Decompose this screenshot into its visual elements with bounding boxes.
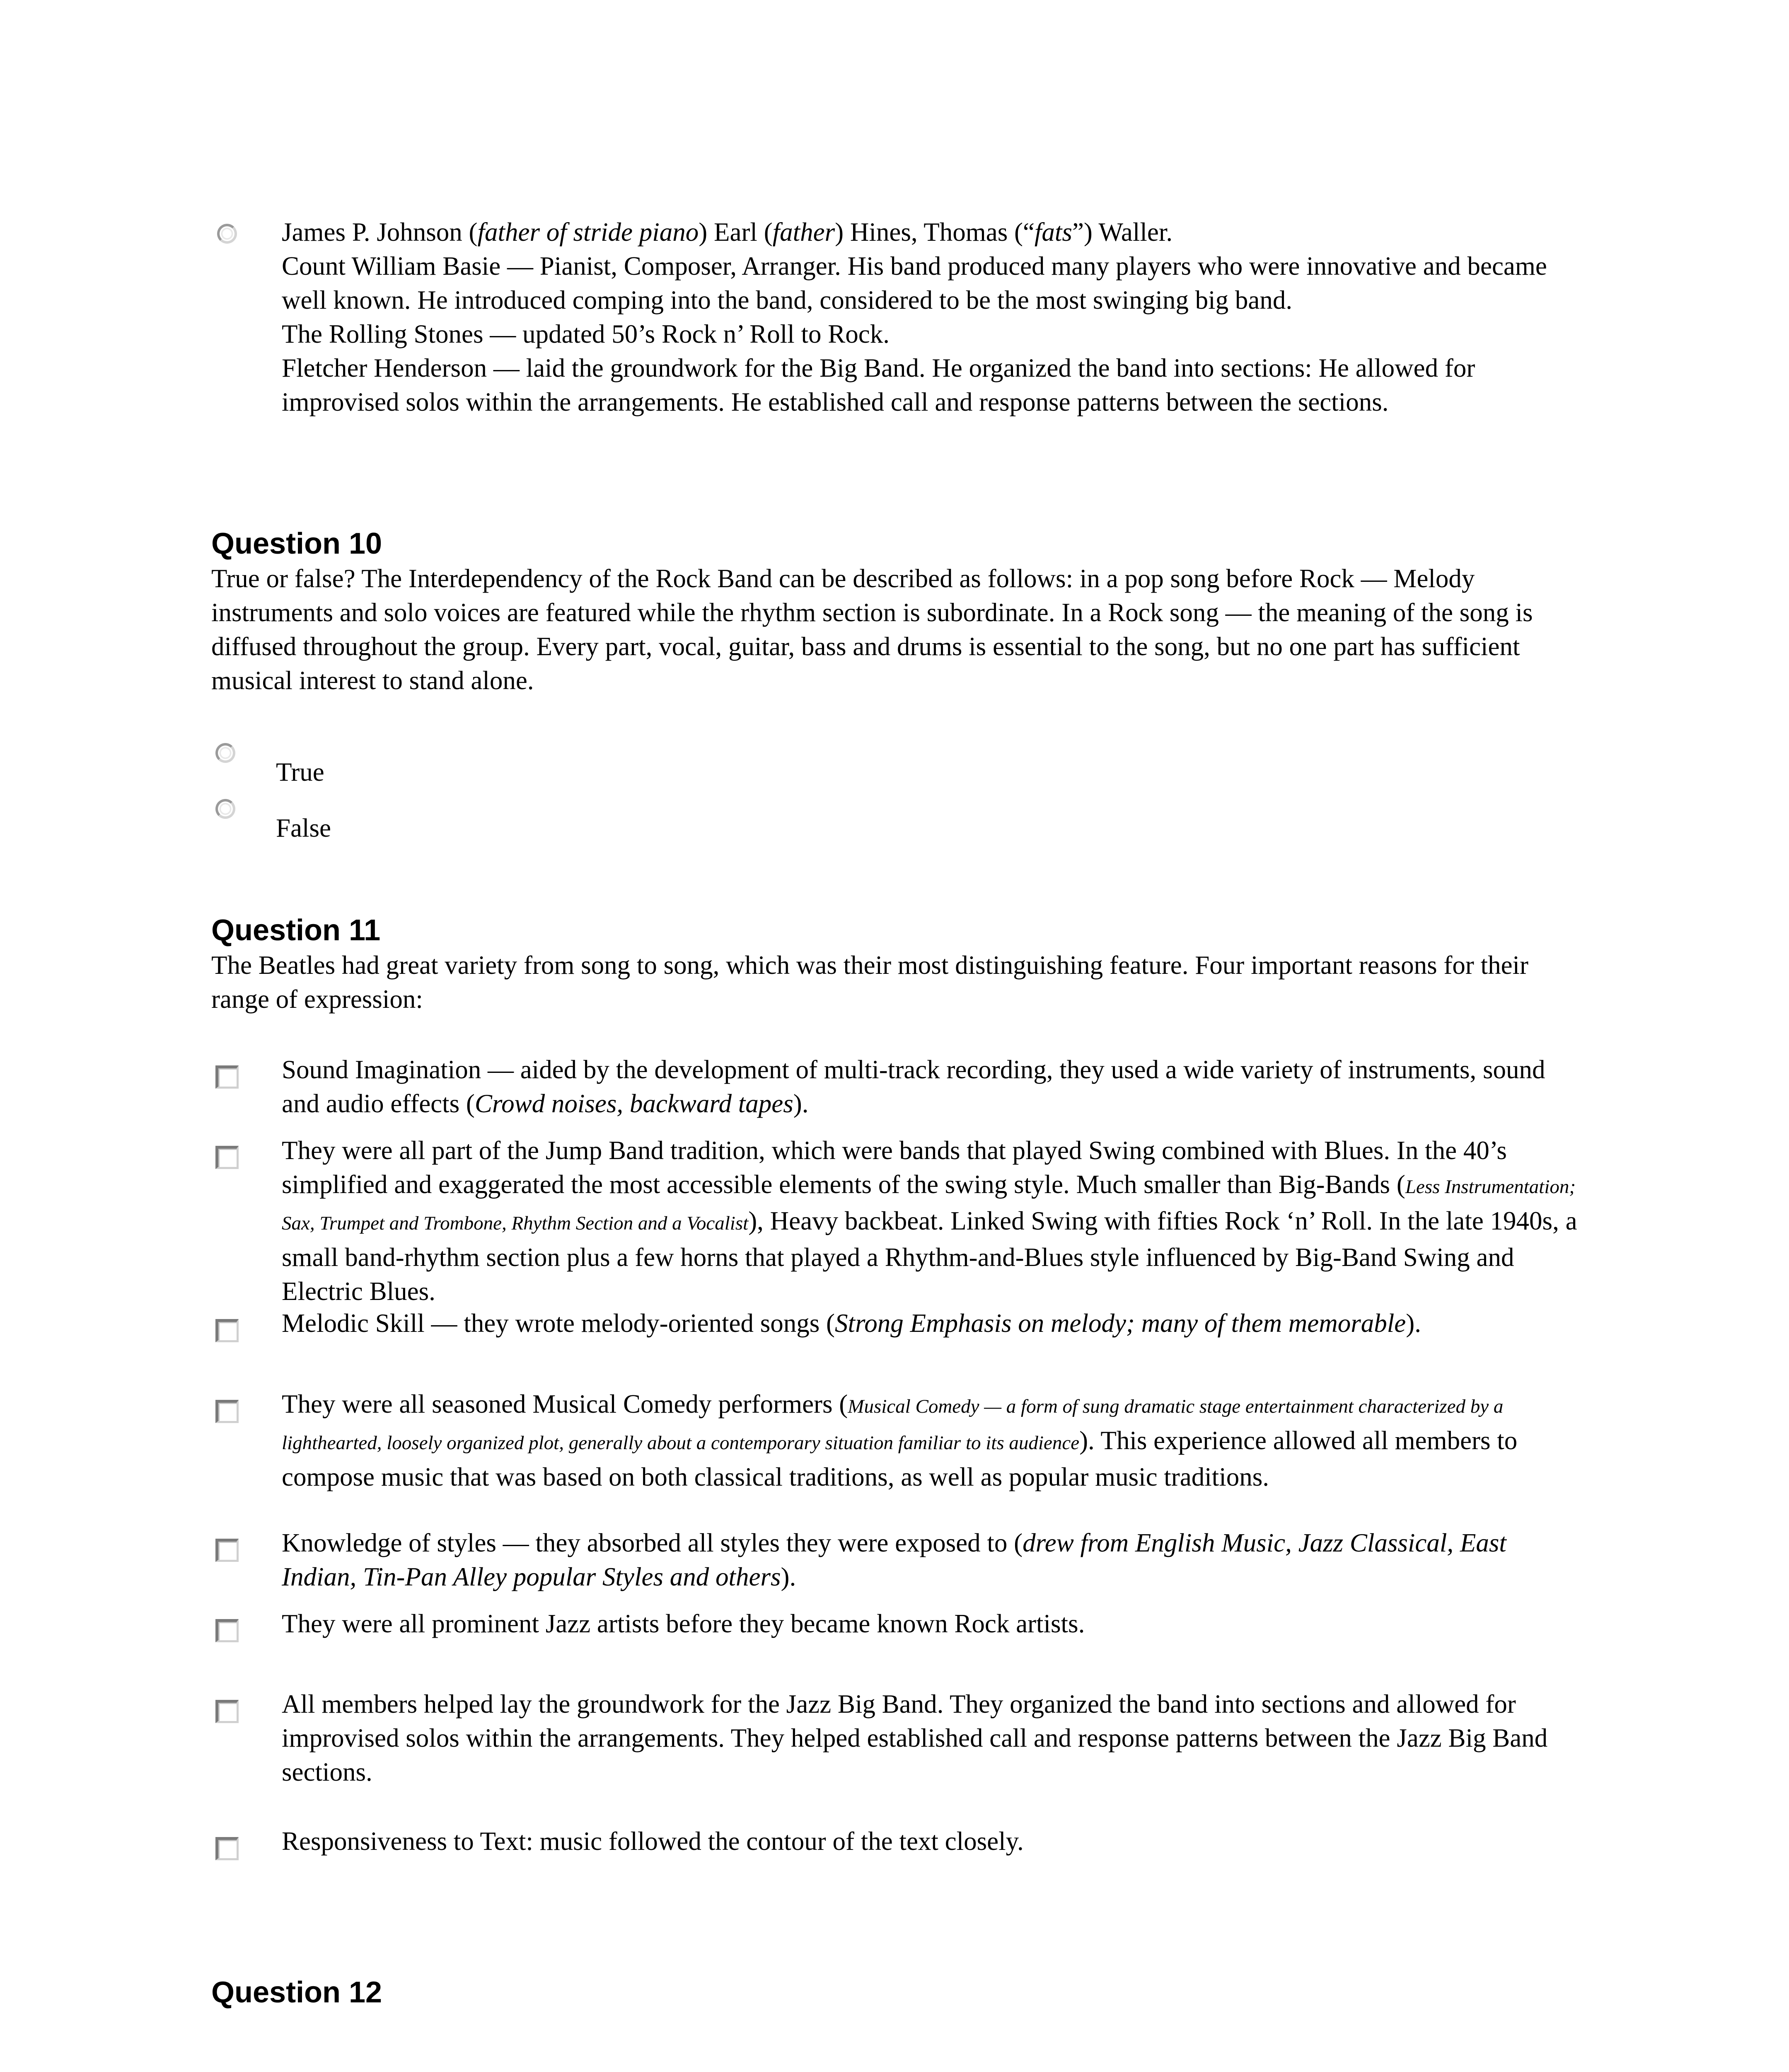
q10-false-radio[interactable] — [215, 799, 235, 819]
q9-line-4: Fletcher Henderson — laid the groundwork for the Big Band. He organized the band into sections: He allowed for improvised solos within the arrangements. He established call and response patterns between the sections. — [282, 353, 1475, 416]
q10-true-label: True — [276, 758, 324, 787]
q11-option-7-text: All members helped lay the groundwork for the Jazz Big Band. They organized the band into sections and allowed for improvised solos within the arrangements. They helped established call and response patterns between the Jazz Big Band sections. — [282, 1690, 1548, 1786]
q11-option-1-checkbox[interactable] — [215, 1065, 239, 1089]
q11-option-2-checkbox[interactable] — [215, 1146, 239, 1169]
q11-option-5-checkbox[interactable] — [215, 1539, 239, 1562]
q11-option-6-checkbox[interactable] — [215, 1619, 239, 1642]
q11-option-1-text: Sound Imagination — aided by the development of multi-track recording, they used a wide variety of instruments, sound and audio effects (Crowd noises, backward tapes). — [282, 1055, 1545, 1118]
q11-option-4-text: They were all seasoned Musical Comedy performers (Musical Comedy — a form of sung dramatic stage entertainment characterized by a lighthearted, loosely organized plot, generally about a contemporary situation familiar to its audience). This experience allowed all members to compose music that was based on both classical traditions, as well as popular music traditions. — [282, 1389, 1518, 1491]
q9-line-1: James P. Johnson (father of stride piano) Earl (father) Hines, Thomas (“fats”) Waller. — [282, 218, 1173, 247]
question-10-prompt: True or false? The Interdependency of the Rock Band can be described as follows: in a pop song before Rock — Melody instruments and solo voices are featured while the rhythm section is subordinate. In a Rock song — the meaning of the song is diffused throughout the group. Every part, vocal, guitar, bass and drums is essential to the song, but no one part has sufficient musical interest to stand alone. — [211, 564, 1533, 695]
question-12-heading: Question 12 — [211, 1976, 382, 2009]
q9-line-2: Count William Basie — Pianist, Composer, Arranger. His band produced many players who were innovative and became well known. He introduced comping into the band, considered to be the most swinging big band. — [282, 252, 1547, 315]
q9-option-radio[interactable] — [217, 224, 237, 244]
q11-option-5-text: Knowledge of styles — they absorbed all styles they were exposed to (drew from English Music, Jazz Classical, East Indian, Tin-Pan Alley popular Styles and others). — [282, 1528, 1506, 1591]
q11-option-6-text: They were all prominent Jazz artists before they became known Rock artists. — [282, 1609, 1085, 1638]
q9-option-text — [282, 215, 1587, 419]
question-11-prompt: The Beatles had great variety from song to song, which was their most distinguishing feature. Four important reasons for their range of expression: — [211, 951, 1529, 1014]
q11-option-2-text: They were all part of the Jump Band tradition, which were bands that played Swing combined with Blues. In the 40’s simplified and exaggerated the most accessible elements of the swing style. Much smaller than Big-Bands (Less Instrumentation; Sax, Trumpet and Trombone, Rhythm Section and a Vocalist), Heavy backbeat. Linked Swing with fifties Rock ‘n’ Roll. In the late 1940s, a small band-rhythm section plus a few horns that played a Rhythm-and-Blues style influenced by Big-Band Swing and Electric Blues. — [282, 1136, 1577, 1306]
q11-option-3-checkbox[interactable] — [215, 1319, 239, 1342]
question-10-heading: Question 10 — [211, 527, 382, 560]
q11-option-7-checkbox[interactable] — [215, 1700, 239, 1723]
q11-option-8-text: Responsiveness to Text: music followed the contour of the text closely. — [282, 1827, 1024, 1856]
q11-option-3-text: Melodic Skill — they wrote melody-oriented songs (Strong Emphasis on melody; many of them memorable). — [282, 1309, 1421, 1338]
q11-option-8-checkbox[interactable] — [215, 1837, 239, 1860]
q11-option-4-checkbox[interactable] — [215, 1400, 239, 1423]
q9-line-3: The Rolling Stones — updated 50’s Rock n’ Roll to Rock. — [282, 320, 890, 349]
question-11-heading: Question 11 — [211, 914, 381, 947]
q10-false-label: False — [276, 813, 331, 842]
q10-true-radio[interactable] — [215, 743, 235, 763]
